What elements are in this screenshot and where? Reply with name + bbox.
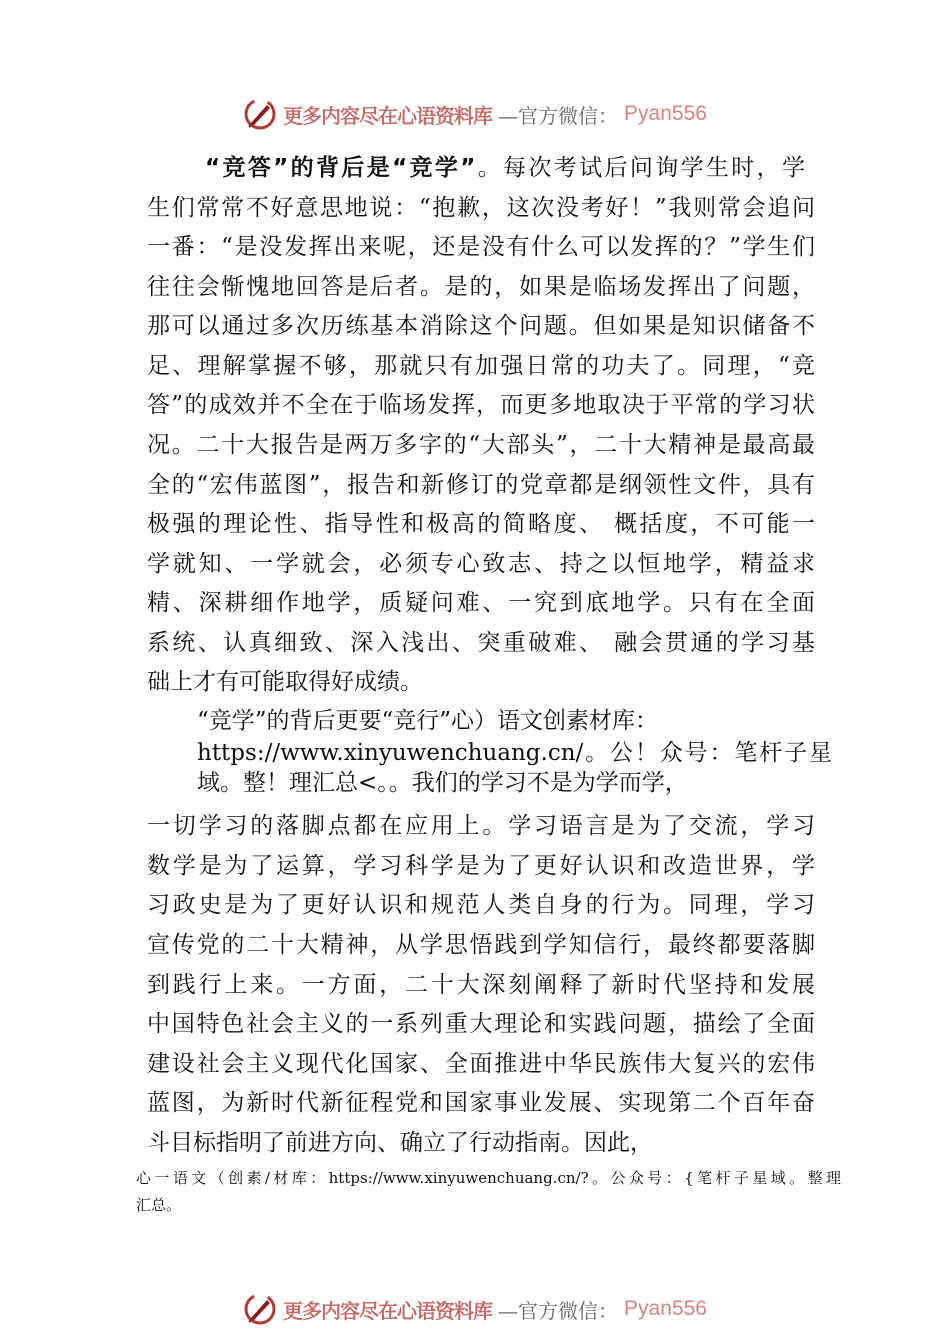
pen-circle-logo-icon [243, 97, 277, 131]
paragraph-line: 往往会惭愧地回答是后者。是的，如果是临场发挥出了问题， [147, 274, 815, 300]
paragraph-line: 足、理解掌握不够，那就只有加强日常的功夫了。同理，“竞 [147, 353, 815, 379]
paragraph-line: 全的“宏伟蓝图”，报告和新修订的党章都是纲领性文件，具有 [147, 472, 815, 498]
paragraph-line: 一番：“是没发挥出来呢，还是没有什么可以发挥的？”学生们 [147, 234, 815, 260]
source-note-line: 心一语文（创素/材库：https://www.xinyuwenchuang.cn/?。公众号：{笔杆子星域。整理 [136, 1169, 841, 1187]
watermark-sep-text: —官方微信： [498, 103, 619, 128]
footer-watermark [0, 1289, 950, 1329]
watermark-id-text: Pyan556 [624, 1297, 707, 1320]
paragraph-line: 蓝图，为新时代新征程党和国家事业发展、实现第二个百年奋 [147, 1090, 815, 1116]
paragraph-line: https://www.xinyuwenchuang.cn/。公！众号：笔杆子星 [197, 740, 832, 766]
pen-circle-logo-icon [243, 1292, 277, 1326]
paragraph-line: 况。二十大报告是两万多字的“大部头”，二十大精神是最高最 [147, 432, 815, 458]
paragraph-line: 建设社会主义现代化国家、全面推进中华民族伟大复兴的宏伟 [147, 1051, 815, 1077]
watermark-sep-text: —官方微信： [498, 1298, 619, 1323]
paragraph-line: 到践行上来。一方面，二十大深刻阐释了新时代坚持和发展 [147, 972, 815, 998]
paragraph-line: “竞答”的背后是“竞学”。每次考试后问询学生时，学 [205, 155, 805, 181]
watermark-id-text: Pyan556 [624, 102, 707, 125]
paragraph-line: 系统、认真细致、深入浅出、突重破难、 融会贯通的学习基 [147, 630, 815, 656]
header-watermark [0, 94, 950, 134]
paragraph-line: 数学是为了运算，学习科学是为了更好认识和改造世界，学 [147, 853, 815, 879]
paragraph-line: 生们常常不好意思地说：“抱歉，这次没考好！”我则常会追问 [147, 195, 815, 221]
paragraph-line: 础上才有可能取得好成绩。 [147, 669, 423, 695]
source-note-line: 汇总。 [136, 1196, 182, 1214]
bold-lead-phrase: “竞答”的背后是“竞学” [205, 155, 476, 181]
paragraph-line: 极强的理论性、指导性和极高的简略度、 概括度，不可能一 [147, 511, 815, 537]
paragraph-line: 中国特色社会主义的一系列重大理论和实践问题，描绘了全面 [147, 1011, 815, 1037]
paragraph-line: 域。整！理汇总<。。我们的学习不是为学而学， [197, 770, 688, 796]
paragraph-line: 宣传党的二十大精神，从学思悟践到学知信行，最终都要落脚 [147, 932, 815, 958]
paragraph-line: 精、深耕细作地学，质疑问难、一究到底地学。只有在全面 [147, 590, 815, 616]
paragraph-line: 一切学习的落脚点都在应用上。学习语言是为了交流，学习 [147, 813, 815, 839]
paragraph-line: “竞学”的背后更要“竞行”心）语文创素材库： [197, 708, 659, 734]
watermark-main-text: 更多内容尽在心语资料库 [283, 1298, 493, 1323]
paragraph-line: 习政史是为了更好认识和规范人类自身的行为。同理，学习 [147, 892, 815, 918]
paragraph-line: 斗目标指明了前进方向、确立了行动指南。因此， [147, 1130, 653, 1156]
paragraph-line: 学就知、一学就会，必须专心致志、持之以恒地学，精益求 [147, 551, 815, 577]
watermark-main-text: 更多内容尽在心语资料库 [283, 103, 493, 128]
paragraph-line: 那可以通过多次历练基本消除这个问题。但如果是知识储备不 [147, 313, 815, 339]
paragraph-line: 答”的成效并不全在于临场发挥，而更多地取决于平常的学习状 [147, 392, 815, 418]
